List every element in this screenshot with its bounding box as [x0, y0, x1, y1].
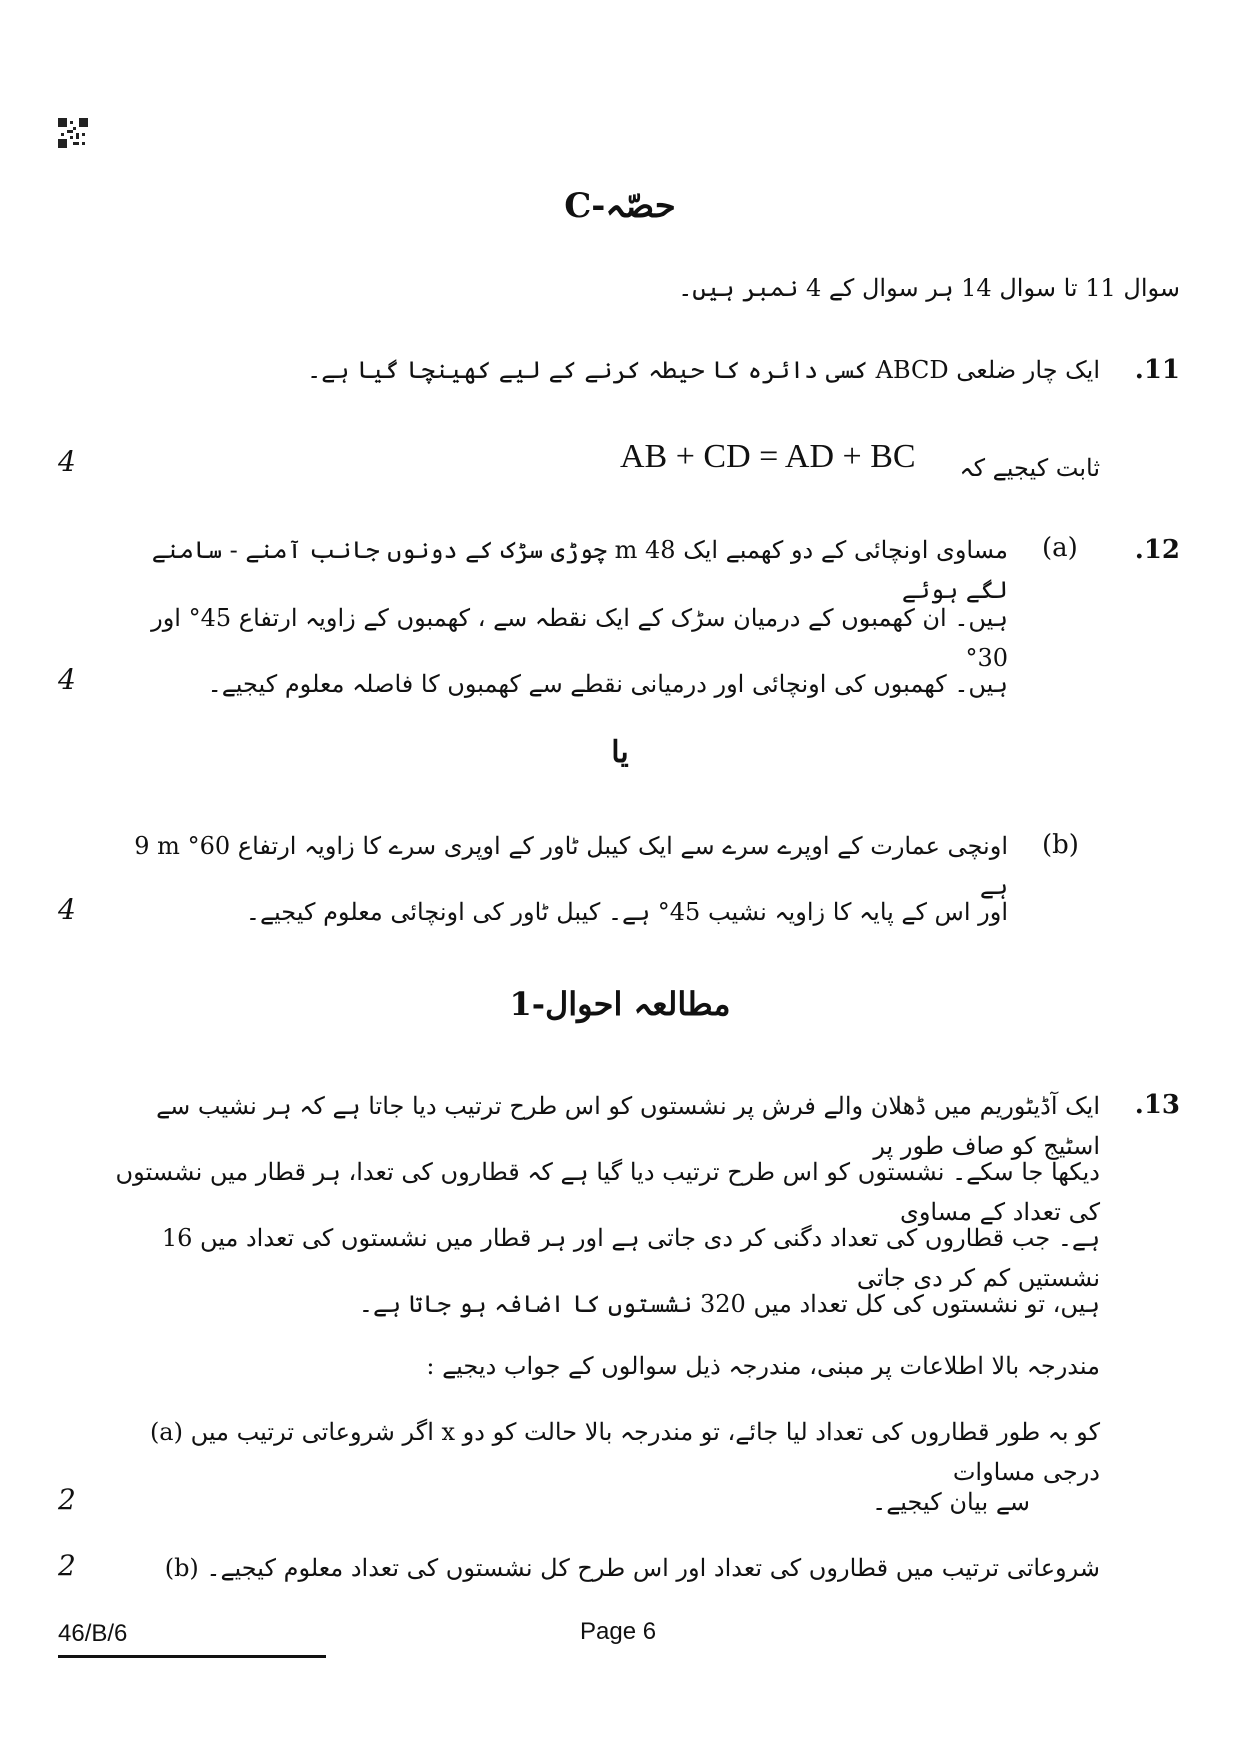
q13b-line: (b) شروعاتی ترتیب میں قطاروں کی تعداد اور اس طرح کل نشستوں کی تعداد معلوم کیجیے۔ — [164, 1554, 1100, 1582]
q11-number: .11 — [1134, 355, 1180, 385]
footer-page-number: Page 6 — [580, 1618, 657, 1645]
footer-divider — [58, 1655, 326, 1658]
q11-formula: AB + CD = AD + BC — [620, 438, 916, 475]
q13a-marks: 2 — [58, 1483, 76, 1516]
q12b-label: (b) — [1042, 830, 1079, 860]
q13a-line2: سے بیان کیجیے۔ — [872, 1488, 1030, 1516]
section-heading: حصّہ-C — [564, 186, 676, 226]
footer-code: 46/B/6 — [58, 1620, 128, 1647]
instructions: سوال 11 تا سوال 14 ہر سوال کے 4 نمبر ہیں۔ — [678, 274, 1180, 302]
q11-prove-label: ثابت کیجیے کہ — [959, 454, 1100, 482]
q12a-line2: ہیں۔ ان کھمبوں کے درمیان سڑک کے ایک نقطہ سے ، کھمبوں کے زاویہ ارتفاع 45° اور 30° — [151, 604, 1008, 672]
q12b-line1: 9 m اونچی عمارت کے اوپرے سرے سے ایک کیبل ٹاور کے اوپری سرے کا زاویہ ارتفاع 60° ہے — [134, 832, 1008, 900]
q13-number: .13 — [1134, 1090, 1180, 1120]
q12a-marks: 4 — [58, 663, 76, 696]
q13-line3: ہے۔ جب قطاروں کی تعداد دگنی کر دی جاتی ہے اور ہر قطار میں نشستوں کی تعداد میں 16 نشستیں کم کر دی جاتی — [161, 1224, 1100, 1292]
q13-line5: مندرجہ بالا اطلاعات پر مبنی، مندرجہ ذیل سوالوں کے جواب دیجیے : — [426, 1352, 1100, 1380]
q11-line1: ایک چار ضلعی ABCD کسی دائرہ کا حیطہ کرنے کے لیے کھینچا گیا ہے۔ — [307, 356, 1100, 384]
q12-number: .12 — [1134, 535, 1180, 565]
q11-marks: 4 — [58, 445, 76, 478]
q13-line2: دیکھا جا سکے۔ نشستوں کو اس طرح ترتیب دیا گیا ہے کہ قطاروں کی تعدا، ہر قطار میں نشستوں کی تعداد کے مساوی — [115, 1158, 1100, 1226]
q13b-marks: 2 — [58, 1549, 76, 1582]
q13a-line1: (a) اگر شروعاتی ترتیب میں x کو بہ طور قطاروں کی تعداد لیا جائے، تو مندرجہ بالا حالت کو دو درجی مساوات — [149, 1418, 1100, 1486]
q13-line4: ہیں، تو نشستوں کی کل تعداد میں 320 نشستوں کا اضافہ ہو جاتا ہے۔ — [358, 1290, 1100, 1318]
q12b-marks: 4 — [58, 893, 76, 926]
q13-line1: ایک آڈیٹوریم میں ڈھلان والے فرش پر نشستوں کو اس طرح ترتیب دیا جاتا ہے کہ ہر نشیب سے اسٹیج کو صاف طور پر — [156, 1092, 1100, 1160]
or-separator: یا — [611, 735, 629, 770]
case-study-heading: مطالعہ احوال-1 — [509, 985, 731, 1023]
qr-code-icon — [58, 118, 88, 148]
q12a-label: (a) — [1042, 533, 1078, 563]
q12b-line2: اور اس کے پایہ کا زاویہ نشیب 45° ہے۔ کیبل ٹاور کی اونچائی معلوم کیجیے۔ — [245, 898, 1008, 926]
q12a-line3: ہیں۔ کھمبوں کی اونچائی اور درمیانی نقطے سے کھمبوں کا فاصلہ معلوم کیجیے۔ — [207, 670, 1008, 698]
q12a-line1: مساوی اونچائی کے دو کھمبے ایک 48 m چوڑی سڑک کے دونوں جانب آمنے - سامنے لگے ہوئے — [151, 536, 1008, 604]
